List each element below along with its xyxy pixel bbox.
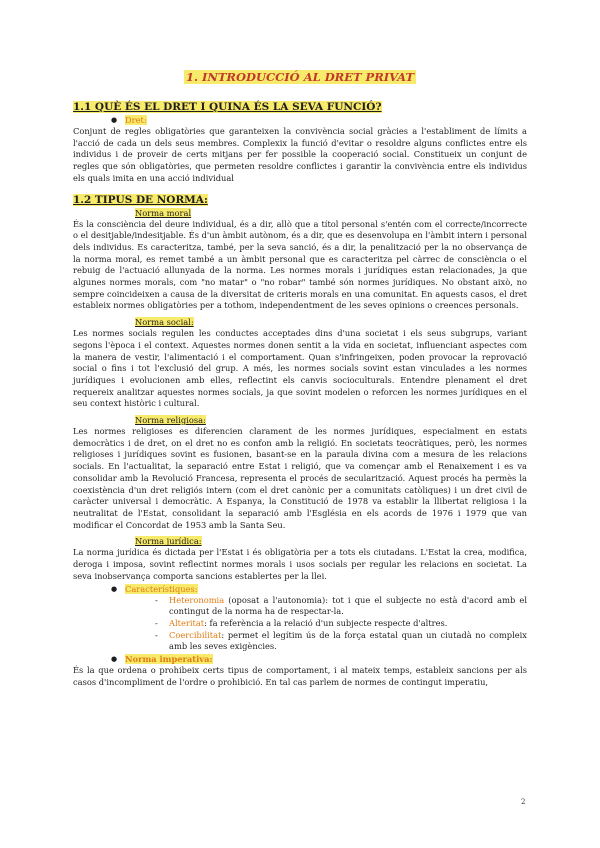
bullet-caracteristiques	[111, 583, 527, 595]
section-heading-1-2: 1.2 TIPUS DE NORMA:	[73, 193, 208, 206]
list-item	[155, 595, 527, 618]
paragraph-dret: Conjunt de regles obligatòries que garanteixen la convivència social gràcies a l'establiment de límits a l'acció de cada un dels seus membres. Complexix la funció d'evitar o resoldre alguns conflictes entre els individus i de proveir de certs mitjans per fer possible la cooperació social. Constitueix un conjunt de regles que són obligatòries, que permeten resoldre conflictes i garantir la convivència entre els individus els quals imita en una acció individual	[73, 126, 527, 183]
characteristic-text: : fa referència a la relació d'un subjecte respecte d'altres.	[204, 617, 448, 628]
characteristic-text: (oposat a l'autonomia): tot i que el subjecte no està d'acord amb el contingut de la norma ha de respectar-la.	[169, 594, 527, 617]
list-item	[155, 618, 527, 630]
characteristic-term: Heteronomia	[169, 594, 225, 605]
characteristics-list	[73, 595, 527, 654]
bullet-label-imperativa: Norma imperativa:	[125, 654, 213, 665]
bullet-list-imperativa	[73, 653, 527, 665]
paragraph-norma-religiosa: Les normes religioses es diferencien clarament de les normes jurídiques, especialment en estats democràtics i de dret, on el dret no es confon amb la religió. En societats teocràtiques, però, les normes religioses i jurídiques sovint es fusionen, basant-se en la paraula divina com a mesura de les relacions socials. En l'actualitat, la separació entre Estat i religió, que va començar amb el Renaixement i es va consolidar amb la Revolució Francesa, representa el procés de secularització. Aquest procés ha permès la coexistència d'un dret religiós intern (com el dret canònic per a comunitats catòliques) i un dret civil de caràcter universal i democràtic. A Espanya, la Constitució de 1978 va establir la llibertat religiosa i la neutralitat de l'Estat, consolidant la separació amb l'Església en els acords de 1976 i 1979 que van modificar el Concordat de 1953 amb la Santa Seu.	[73, 426, 527, 530]
page-content	[73, 100, 527, 688]
paragraph-norma-moral: És la consciència del deure individual, és a dir, allò que a títol personal s'entén com el correcte/incorrecte o el desitjable/indesitjable. És d'un àmbit autònom, és a dir, que es desenvolupa en l'àmbit intern i personal dels individus. Es caracteritza, també, per la seva sanció, és a dir, la penalització per la no observança de la norma moral, es remet també a un àmbit personal que es caracteritza pel càrrec de consciència o el rebuig de l'actuació allunyada de la norma. Les normes morals i jurídiques estan relacionades, ja que algunes normes morals, com "no matar" o "no robar" també són normes jurídiques. No obstant això, no sempre coincideixen a causa de la diversitat de criteris morals en una comunitat. En aquests casos, el dret estableix normes obligatòries per a tothom, independentment de les seves opinions o creences personals.	[73, 218, 527, 311]
page-number: 2	[521, 798, 526, 806]
subheading-norma-juridica: Norma jurídica:	[135, 536, 202, 547]
paragraph-norma-juridica: La norma jurídica és dictada per l'Estat i és obligatòria per a tots els ciutadans. L'Estat la crea, modifica, deroga i imposa, sovint reflectint normes morals i usos socials per regular les relacions en societat. La seva inobservança comporta sancions establertes per la llei.	[73, 547, 527, 581]
characteristic-term: Coercibilitat	[169, 629, 222, 640]
bullet-imperativa	[111, 653, 527, 665]
paragraph-norma-imperativa: És la que ordena o prohibeix certs tipus de comportament, i al mateix temps, estableix sancions per als casos d'incompliment de l'ordre o prohibició. En tal cas parlem de normes de contingut imperatiu,	[73, 665, 527, 687]
bullet-label-caracteristiques: Característiques:	[125, 583, 198, 594]
section-heading-1-1: 1.1 QUÈ ÉS EL DRET I QUINA ÉS LA SEVA FUNCIÓ?	[73, 101, 382, 113]
list-item	[155, 630, 527, 653]
subheading-norma-religiosa: Norma religiosa:	[135, 415, 206, 426]
page-title: 1. INTRODUCCIÓ AL DRET PRIVAT	[185, 70, 415, 84]
characteristic-text: : permet el legítim ús de la força estatal quan un ciutadà no compleix amb les seves exigències.	[169, 629, 527, 652]
bullet-list-dret	[73, 114, 527, 126]
bullet-dret	[111, 114, 527, 126]
subheading-norma-social: Norma social:	[135, 317, 194, 328]
bullet-label-dret: Dret:	[125, 115, 147, 125]
subheading-norma-moral: Norma moral	[135, 207, 192, 218]
paragraph-norma-social: Les normes socials regulen les conductes acceptades dins d'una societat i els seus subgrups, variant segons l'època i el context. Aquestes normes donen sentit a la vida en societat, influenciant aspectes com la manera de vestir, l'alimentació i el comportament. Quan s'infringeixen, poden provocar la reprovació social o fins i tot l'exclusió del grup. A més, les normes socials sovint estan vinculades a les normes jurídiques i evolucionen amb elles, reflectint els canvis socioculturals. Entendre plenament el dret requereix analitzar aquestes normes socials, ja que sovint modelen o reforcen les normes jurídiques en el seu context històric i cultural.	[73, 328, 527, 409]
characteristic-term: Alteritat	[169, 617, 205, 628]
bullet-list-caracteristiques	[73, 583, 527, 595]
